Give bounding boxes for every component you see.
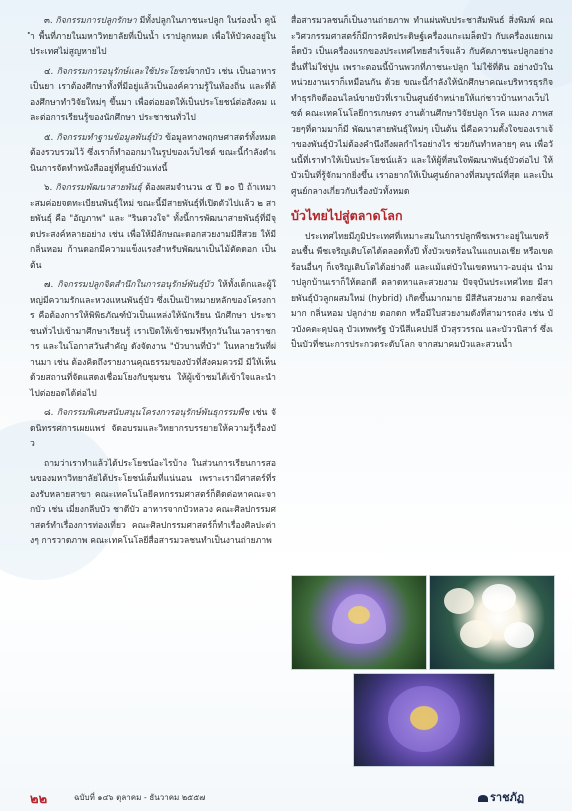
section-heading: บัวไทยไปสู่ตลาดโลก: [291, 208, 403, 223]
logo-icon: [478, 795, 488, 802]
item-title: กิจกรรมปลูกจิตสำนึกในการอนุรักษ์พันธุ์บัว: [57, 280, 214, 290]
page-number: ๒๒: [30, 792, 48, 807]
publisher-logo: [478, 788, 524, 806]
item-text: มีทั้งปลูกในภาชนะปลูก ในร่องน้ำ คูน้ำ พื้นที่ภายในมหาวิทยาลัยที่เป็นน้ำ เราปลูกหมด เพื่อให้บัวคงอยู่ในประเทศไม่สูญหายไป: [30, 16, 276, 57]
item-title: กิจกรรมพัฒนาสายพันธุ์: [55, 183, 142, 193]
item-text: ให้ทั้งเด็กและผู้ใหญ่มีความรักและหวงแหนพันธุ์บัว ซึ่งเป็นเป้าหมายหลักของโครงการ คือต้องการให้พิพิธภัณฑ์บัวเป็นแหล่งให้นักเรียน นักศึกษา ประชาชนทั่วไปเข้ามาศึกษาเรียนรู้ เราเปิดให้เข้าชมฟรีทุกวันในเวลาราชการ และในโอกาสวันสำคัญ ดังจัดงาน "บัวบานที่บัว" ในหลายวันที่ผ่านมา เช่น ต้องคิดถึงรายงานคุณธรรมของบัวที่สังคมควรมี มีให้เห็นด้วยสถานที่จัดแสดงเชื่อมโยงกับชุมชน ให้ผู้เข้าชมได้เข้าใจและนำไปต่อยอดได้ต่อไป: [30, 280, 276, 399]
item-text: จากบัว เช่น เป็นอาหาร เป็นยา เราต้องศึกษาทั้งที่มีอยู่แล้วเป็นองค์ความรู้ในท้องถิ่น และที่ต้องศึกษาทำวิจัยใหม่ๆ ขึ้นมา เพื่อต่อยอดให้เป็นประโยชน์ต่อสังคม และต่อการเรียนรู้ของนักศึกษา ประชาชนทั่วไป: [30, 66, 276, 123]
logo-text: ราชภัฏ: [490, 791, 525, 804]
page-footer: [0, 786, 572, 811]
item-title: กิจกรรมการอนุรักษ์และใช้ประโยชน์: [56, 66, 190, 77]
item-text: ถามว่าเราทำแล้วได้ประโยชน์อะไรบ้าง ในส่วนการเรียนการสอนของมหาวิทยาลัยได้ประโยชน์เต็มที่แน่นอน เพราะเรามีศาสตร์ที่รองรับหลายสาขา คณะเทคโนโลยีคหกรรมศาสตร์ก็ติดต่อหาคณะจากบัว เช่น เมี่ยงกลีบบัว ชาดีบัว อาหารจากบัวหลวง คณะศิลปกรรมศาสตร์ทำเรื่องการท่องเที่ยว คณะศิลปกรรมศาสตร์ก็ทำเรื่องศิลปะต่างๆ การวาดภาพ คณะเทคโนโลยีสื่อสารมวลชนทำเป็นงานถ่ายภาพ: [30, 458, 276, 546]
body-paragraph: [30, 406, 276, 453]
item-number: ๔.: [44, 66, 57, 77]
item-number: ๕.: [44, 132, 57, 143]
body-paragraph: [30, 278, 276, 402]
item-title: กิจกรรมทำฐานข้อมูลพันธุ์บัว: [56, 132, 162, 143]
violet-waterlily-photo: [353, 673, 495, 767]
purple-waterlily-photo: [291, 575, 427, 670]
issue-info: ฉบับที่ ๑๔๖ ตุลาคม - ธันวาคม ๒๕๕๗: [74, 793, 206, 802]
body-paragraph: [30, 65, 276, 127]
item-text: เช่น จัดนิทรรศการเผยแพร่ จัดอบรมและวิทยากรบรรยายให้ความรู้เรื่องบัว: [30, 408, 276, 449]
right-column: [291, 14, 553, 358]
body-paragraph: ประเทศไทยมีภูมิประเทศที่เหมาะสมในการปลูกพืชเพราะอยู่ในเขตร้อนชื้น พืชเจริญเติบโตได้ตลอดทั้งปี ทั้งบัวเขตร้อนในแถบเอเชีย หรือเขตร้อนอื่นๆ ก็เจริญเติบโตได้อย่างดี และแม้แต่บัวในเขตหนาว-อบอุ่น นำมาปลูกบ้านเราก็ให้ดอกดี ตลาดหาและสวยงาม ปัจจุบันประเทศไทย มีสายพันธุ์บัวลูกผสมใหม่ (hybrid) เกิดขึ้นมากมาย มีสีสันสวยงาม ดอกซ้อนมาก กลิ่นหอม ปลูกง่าย ดอกดก หรือมีใบสวยงามดังที่สามารถส่ง เช่น บัวบังคตะคุปฉลุ บัวเทพพรัฐ บัวนีสีแคปปลี บัวสุรวรรณ และบัววนิสาร์ ซึ่งเป็นบัวที่ชนะการประกวดระดับโลก จากสมาคมบัวและสวนน้ำ: [291, 231, 553, 350]
body-paragraph: [30, 14, 276, 61]
body-paragraph: [30, 131, 276, 178]
item-title: กิจกรรมการปลูกรักษา: [55, 16, 137, 26]
right-column-top-text: [291, 14, 553, 200]
item-title: กิจกรรมพิเศษสนับสนุนโครงการอนุรักษ์พันธุกรรมพืช: [56, 408, 250, 418]
left-column: [30, 14, 276, 554]
body-paragraph: สื่อสารมวลชนก็เป็นงานถ่ายภาพ ทำแผ่นพับประชาสัมพันธ์ สิ่งพิมพ์ คณะวิศวกรรมศาสตร์ก็มีการคิดประดิษฐ์เครื่องแกะเมล็ดบัว กับเครื่องแยกเมล็ดบัว เป็นเครื่องแรกของประเทศไทยสำเร็จแล้ว กับคัดภาชนะปลูกอย่างอื่นที่ไม่ใช่ปูน เพราะตอนนี้บ้านพวกที่ภาชนะปลูก ไม่ใช้ที่ดิน อย่างบัวในหน่วยงานเราก็เหมือนกัน ด้วย ขณะนี้กำลังให้นักศึกษาคณะบริหารธุรกิจทำธุรกิจดีออนไลน์ขายบัวที่เราเป็นศูนย์จำหน่ายให้แก่ชาวบ้านทางเว็บไซต์ คณะเทคโนโลยีการเกษตร งานด้านศึกษาวิจัยปลูก โรค แมลง ภาพสวยๆที่ตามมาก็มี พัฒนาสายพันธุ์ใหม่ๆ เป็นต้น นี่คือความตั้งใจของเราเจ้าของพันธุ์บัวไม่ต้องคำนึงถึงผลกำไรอย่างไร ช่วยกันทำหลายๆ คน เพื่อวันนี้ที่เราทำให้เป็นประโยชน์แล้ว และให้ผู้ที่สนใจพัฒนาพันธุ์บัวต่อไป ให้บัวเป็นที่รู้จักมากยิ่งขึ้น เราอยากให้เป็นศูนย์กลางที่สมบูรณ์ที่สุด และเป็นศูนย์กลางเกี่ยวกับเรื่องบัวทั้งหมด: [291, 16, 554, 197]
item-text: ข้อมูลทางพฤกษศาสตร์ทั้งหมดต้องรวบรวมไว้ ซึ่งเราก็ทำออกมาในรูปของเว็บไซต์ ขณะนี้กำลังดำเนินการจัดทำหนังสืออยู่ที่ศูนย์บัวแห่งนี้: [30, 132, 276, 174]
item-number: ๖.: [44, 183, 56, 193]
right-column-bottom-text: [291, 230, 553, 354]
item-number: ๗.: [44, 280, 58, 290]
item-text: ต้องผสมจำนวน ๕ ปี ๑๐ ปี ถ้าเหมาะสมค่อยจดทะเบียนพันธุ์ใหม่ ขณะนี้มีสายพันธุ์ที่เปิดตัวไปแล้ว ๒ สายพันธุ์ คือ "อัญภาพ" และ "รินดวงใจ" ทั้งนี้การพัฒนาสายพันธุ์ที่มีจุดประสงค์หลายอย่าง เช่น เพื่อให้มีลักษณะดอกสวยงามมีสีสวย ให้มีกลิ่นหอม ก้านดอกมีความแข็งแรงสำหรับพัฒนาเป็นไม้ตัดดอก เป็นต้น: [30, 183, 277, 271]
item-number: ๓.: [44, 16, 56, 26]
photo-group: [291, 575, 553, 765]
body-paragraph: [30, 457, 276, 550]
item-number: ๘.: [44, 408, 57, 418]
body-paragraph: [30, 181, 276, 274]
white-waterlily-photo: [429, 575, 555, 670]
